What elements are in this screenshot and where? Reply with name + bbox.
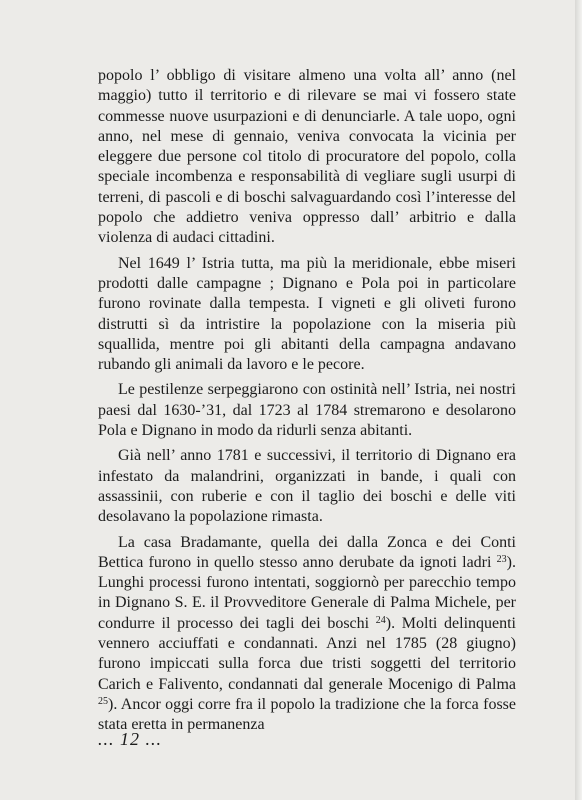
paragraph-1: [98, 66, 516, 249]
paragraph-3: [98, 380, 516, 441]
page-number: ... 12 ...: [98, 729, 162, 749]
paragraph-text: ). Lunghi processi furono intentati, soggiornò per parecchio tempo in Dignano S. E. il Provveditore Generale di Palma Michele, per condurre il processo dei tagli dei boschi: [98, 553, 516, 632]
paragraph-text: Le pestilenze serpeggiarono con ostinità nell’ Istria, nei nostri paesi dal 1630-’31, dal 1723 al 1784 stremarono e desolarono Pola e Dignano in modo da ridurli senza abitanti.: [98, 381, 516, 440]
body-text: [98, 66, 516, 741]
paragraph-4: [98, 446, 516, 527]
paragraph-text: ). Ancor oggi corre fra il popolo la tradizione che la forca fosse stata eretta in permanenza: [98, 695, 516, 734]
paragraph-text: ). Molti delinquenti vennero acciuffati e condannati. Anzi nel 1785 (28 giugno) furono impiccati sulla forca due tristi soggetti del territorio Carich e Falivento, condannati dal generale Mocenigo di Palma: [98, 614, 517, 693]
footnote-ref-24: 24: [375, 614, 386, 626]
paragraph-text: popolo l’ obbligo di visitare almeno una volta all’ anno (nel maggio) tutto il territorio e di rilevare se mai vi fossero state commesse nuove usurpazioni e di denunciarle. A tale uopo, ogni anno, nel mese di gennaio, veniva convocata la vicinia per eleggere due persone col titolo di procuratore del popolo, colla speciale incombenza e responsabilità di vegliare sugli usurpi di terreni, di pascoli e di boschi salvaguardando così l’interesse del popolo che addietro veniva oppresso dall’ arbitrio e dalla violenza di audaci cittadini.: [98, 67, 516, 247]
paragraph-text: Nel 1649 l’ Istria tutta, ma più la meridionale, ebbe miseri prodotti dalle campagne ; Dignano e Pola poi in particolare furono rovinate dalla tempesta. I vigneti e gli oliveti furono distrutti sì da intristire la popolazione con la miseria più squallida, mentre poi gli abitanti della campagna andavano rubando gli animali da lavoro e le pecore.: [98, 254, 516, 374]
paragraph-text: Già nell’ anno 1781 e successivi, il territorio di Dignano era infestato da malandrini, organizzati in bande, i quali con assassinii, con ruberie e con il taglio dei boschi e delle viti desolavano la popolazione rimasta.: [98, 447, 516, 526]
paragraph-5: [98, 533, 516, 736]
footnote-ref-25: 25: [98, 695, 108, 707]
footnote-ref-23: 23: [496, 553, 507, 565]
paragraph-text: La casa Bradamante, quella dei dalla Zonca e dei Conti Bettica furono in quello stesso anno derubate da ignoti ladri: [98, 533, 516, 571]
page-edge-shadow: [575, 0, 582, 800]
paragraph-2: [98, 254, 516, 376]
